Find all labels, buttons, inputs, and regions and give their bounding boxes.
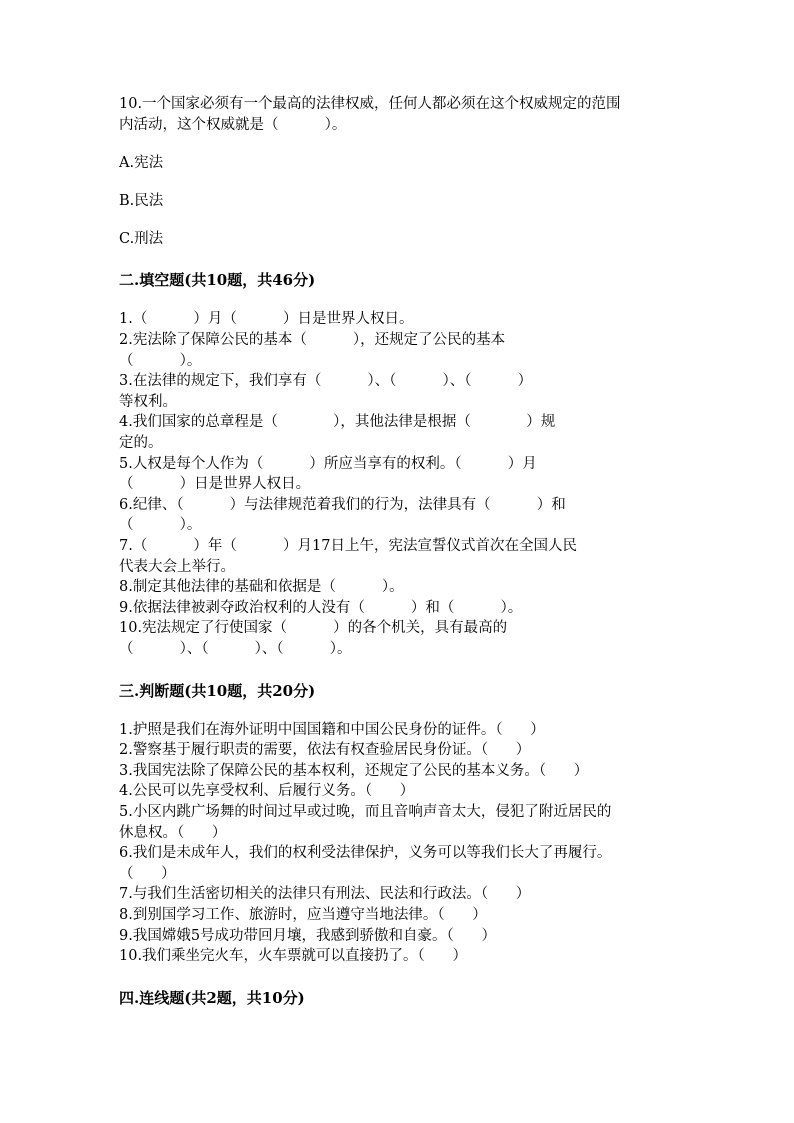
fill-blank-line: （ ）。 bbox=[119, 517, 202, 534]
section-3-heading: 三.判断题(共10题，共20分) bbox=[119, 681, 316, 700]
fill-blank-line: （ ）日是世界人权日。 bbox=[119, 476, 311, 493]
true-false-line: 3.我国宪法除了保障公民的基本权利，还规定了公民的基本义务。（ ） bbox=[119, 762, 589, 779]
true-false-line: 休息权。（ ） bbox=[119, 824, 227, 841]
true-false-line: 7.与我们生活密切相关的法律只有刑法、民法和行政法。（ ） bbox=[119, 886, 531, 903]
fill-blank-line: 3.在法律的规定下，我们享有（ ）、（ ）、（ ） bbox=[119, 373, 533, 390]
fill-blank-line: 10.宪法规定了行使国家（ ）的各个机关，具有最高的 bbox=[119, 620, 508, 637]
fill-blank-line: 代表大会上举行。 bbox=[119, 558, 235, 575]
fill-blank-line: 1.（ ）月（ ）日是世界人权日。 bbox=[119, 311, 414, 328]
option-c: C.刑法 bbox=[119, 230, 164, 247]
question-10-line-2: 内活动，这个权威就是（ ）。 bbox=[119, 116, 347, 133]
true-false-line: 10.我们乘坐完火车，火车票就可以直接扔了。（ ） bbox=[119, 948, 467, 965]
fill-blank-line: 4.我们国家的总章程是（ ），其他法律是根据（ ）规 bbox=[119, 414, 556, 431]
fill-blank-line: 5.人权是每个人作为（ ）所应当享有的权利。（ ）月 bbox=[119, 455, 537, 472]
section-4-heading: 四.连线题(共2题，共10分) bbox=[119, 988, 305, 1007]
option-b: B.民法 bbox=[119, 192, 164, 209]
true-false-line: 8.到别国学习工作、旅游时，应当遵守当地法律。（ ） bbox=[119, 906, 487, 923]
fill-blank-list bbox=[119, 309, 679, 659]
question-10 bbox=[119, 94, 679, 249]
true-false-line: 6.我们是未成年人，我们的权利受法律保护，义务可以等我们长大了再履行。 bbox=[119, 845, 612, 862]
fill-blank-line: 定的。 bbox=[119, 435, 163, 452]
fill-blank-line: 等权利。 bbox=[119, 393, 177, 410]
true-false-line: 4.公民可以先享受权利、后履行义务。（ ） bbox=[119, 783, 415, 800]
section-2-heading: 二.填空题(共10题，共46分) bbox=[119, 271, 316, 290]
true-false-list bbox=[119, 720, 679, 967]
fill-blank-line: （ ）。 bbox=[119, 352, 202, 369]
fill-blank-line: 2.宪法除了保障公民的基本（ ），还规定了公民的基本 bbox=[119, 332, 506, 349]
fill-blank-line: 8.制定其他法律的基础和依据是（ ）。 bbox=[119, 579, 404, 596]
true-false-line: （ ） bbox=[119, 865, 176, 882]
true-false-line: 5.小区内跳广场舞的时间过早或过晚，而且音响声音太大，侵犯了附近居民的 bbox=[119, 803, 612, 820]
fill-blank-line: （ ）、（ ）、（ ）。 bbox=[119, 640, 352, 657]
true-false-line: 2.警察基于履行职责的需要，依法有权查验居民身份证。（ ） bbox=[119, 742, 531, 759]
exam-page bbox=[119, 94, 679, 1009]
option-a: A.宪法 bbox=[119, 154, 164, 171]
question-10-line-1: 10.一个国家必须有一个最高的法律权威，任何人都必须在这个权威规定的范围 bbox=[119, 96, 621, 112]
fill-blank-line: 6.纪律、（ ）与法律规范着我们的行为，法律具有（ ）和 bbox=[119, 496, 566, 513]
true-false-line: 9.我国嫦娥5号成功带回月壤，我感到骄傲和自豪。（ ） bbox=[119, 927, 496, 944]
fill-blank-line: 9.依据法律被剥夺政治权利的人没有（ ）和（ ）。 bbox=[119, 599, 523, 616]
fill-blank-line: 7.（ ）年（ ）月17日上午，宪法宣誓仪式首次在全国人民 bbox=[119, 538, 577, 554]
true-false-line: 1.护照是我们在海外证明中国国籍和中国公民身份的证件。（ ） bbox=[119, 721, 545, 738]
